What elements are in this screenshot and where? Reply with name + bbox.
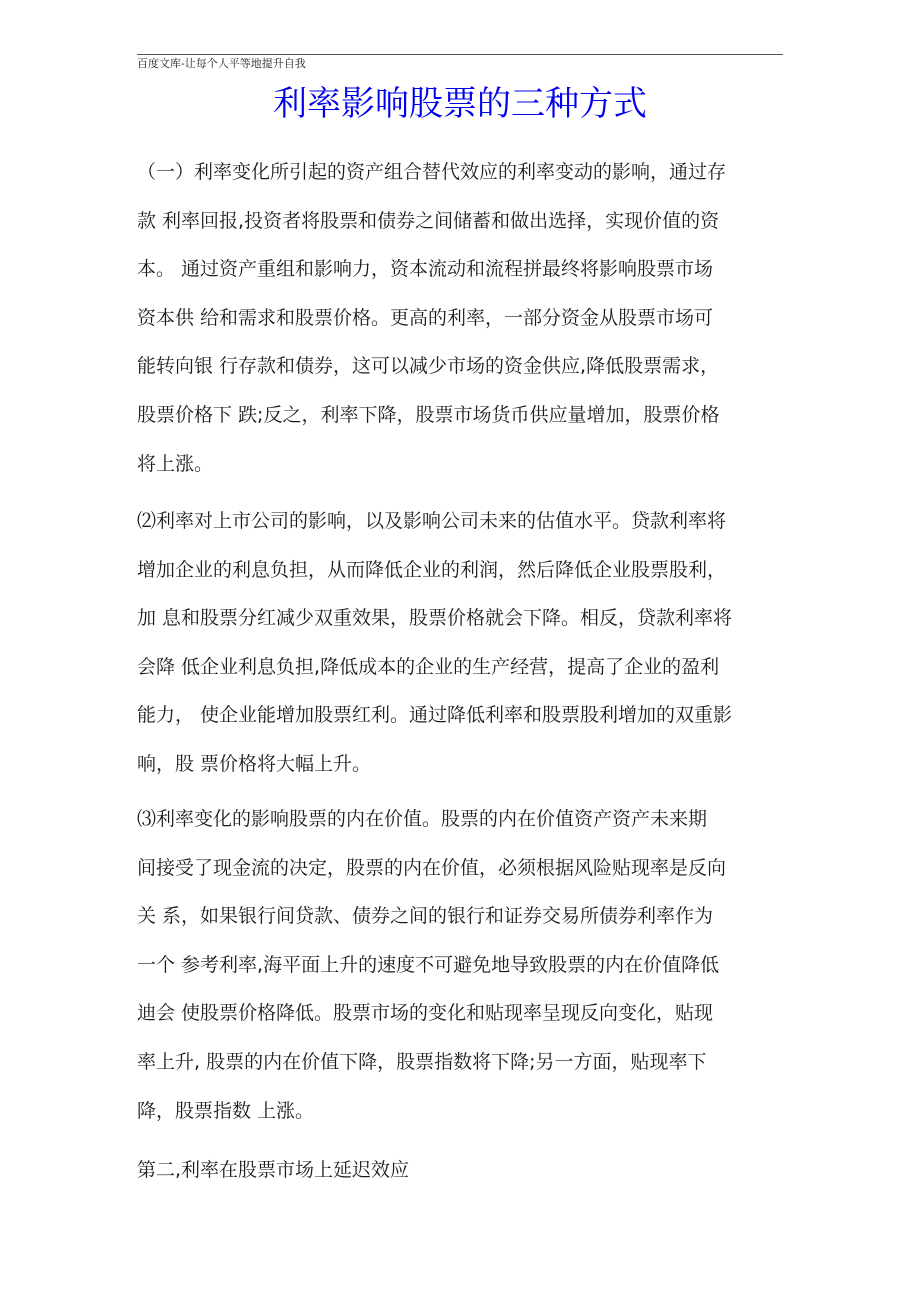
paragraph-line: 能力， 使企业能增加股票红利。通过降低利率和股票股利增加的双重影 [137,704,733,727]
paragraph-line: 款 利率回报,投资者将股票和债券之间储蓄和做出选择，实现价值的资 [137,209,720,232]
document-title: 利率影响股票的三种方式 [273,84,647,124]
paragraph-line: （一）利率变化所引起的资产组合替代效应的利率变动的影响，通过存 [137,161,727,183]
paragraph-line: 间接受了现金流的决定，股票的内在价值，必须根据风险贴现率是反向 [137,856,727,879]
paragraph-line: 能转向银 行存款和债券，这可以减少市场的资金供应,降低股票需求， [137,355,720,378]
paragraph-line: 资本供 给和需求和股票价格。更高的利率，一部分资金从股票市场可 [137,306,714,329]
paragraph-1 [137,148,787,488]
paragraph-line: 加 息和股票分红减少双重效果，股票价格就会下降。相反，贷款利率将 [137,607,733,630]
paragraph-line: 一个 参考利率,海平面上升的速度不可避免地导致股票的内在价值降低 [137,953,720,976]
paragraph-line: 响，股 票价格将大幅上升。 [137,752,372,775]
paragraph-4 [137,1146,787,1195]
paragraph-line: ⑶利率变化的影响股票的内在价值。股票的内在价值资产资产未来期 [137,808,708,830]
paragraph-line: 增加企业的利息负担，从而降低企业的利润，然后降低企业股票股利， [137,558,727,581]
paragraph-3 [137,795,787,1135]
document-header [137,54,783,71]
paragraph-line: 降，股票指数 上涨。 [137,1099,315,1122]
paragraph-line: 将上涨。 [137,452,214,475]
paragraph-line: 关 系，如果银行间贷款、债券之间的银行和证券交易所债券利率作为 [137,905,714,928]
paragraph-line: 率上升, 股票的内在价值下降，股票指数将下降;另一方面，贴现率下 [137,1050,707,1073]
paragraph-2 [137,497,787,789]
paragraph-line: 股票价格下 跌;反之，利率下降，股票市场货币供应量增加，股票价格 [137,403,720,426]
paragraph-line: 本。 通过资产重组和影响力，资本流动和流程拼最终将影响股票市场 [137,258,714,281]
paragraph-line: 第二,利率在股票市场上延迟效应 [137,1159,410,1181]
header-text: 百度文库-让每个人平等地提升自我 [137,57,306,70]
paragraph-line: ⑵利率对上市公司的影响，以及影响公司未来的估值水平。贷款利率将 [137,510,727,532]
paragraph-line: 迪会 使股票价格降低。股票市场的变化和贴现率呈现反向变化，贴现 [137,1002,714,1025]
paragraph-line: 会降 低企业利息负担,降低成本的企业的生产经营，提高了企业的盈利 [137,655,720,678]
